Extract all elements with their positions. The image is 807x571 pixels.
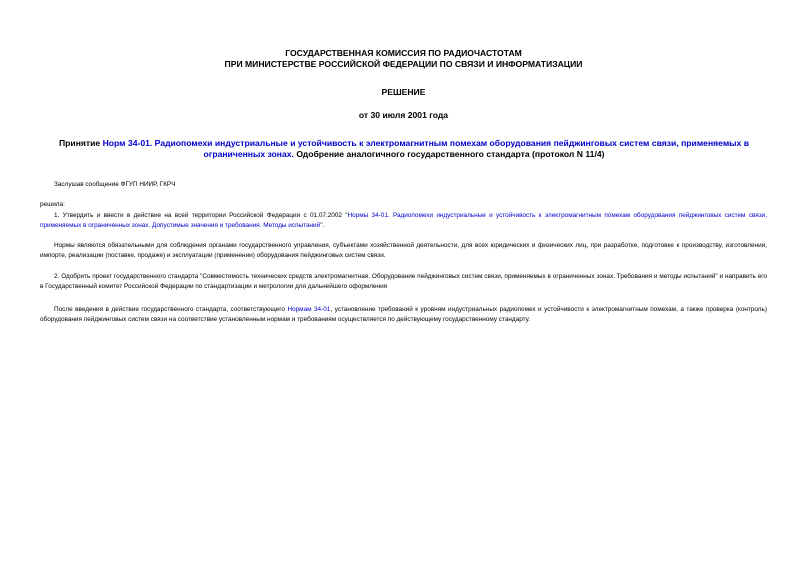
after-suffix: , установление требований к уровням индустриальных радиопомех и устойчивости к электромагнитным помехам, а также проверка (контроль) оборудования пейджинговых систем связи на соответствие установленным нормам и требованиям осуществляется по действующему государственному стандарту.: [40, 306, 767, 323]
decided-paragraph: решила:: [40, 201, 65, 208]
item-2-paragraph: 2. Одобрить проект государственного стандарта "Совместимость технических средств электромагнитная. Оборудование пейджинговых систем связи, применяемых в ограниченных зонах. Требования и методы испытаний" и направить его в Государственный комитет Российской Федерации по стандартизации и метрологии для дальнейшего оформления: [40, 273, 767, 290]
heard-paragraph: Заслушав сообщение ФГУП НИИР, ГКРЧ: [54, 181, 176, 188]
commission-name-line2: ПРИ МИНИСТЕРСТВЕ РОССИЙСКОЙ ФЕДЕРАЦИИ ПО СВЯЗИ И ИНФОРМАТИЗАЦИИ: [224, 59, 583, 69]
decision-subject: [44, 138, 764, 160]
norms-obligation-paragraph: Нормы являются обязательными для соблюдения органами государственного управления, субъектами хозяйственной деятельности, для всех юридических и физических лиц, при разработке, подготовке к производству, изготовлении, импорте, реализации (поставке, продаже) и эксплуатации (применении) оборудования пейджинговых систем связи.: [40, 242, 767, 259]
subject-suffix: Одобрение аналогичного государственного стандарта (протокол N 11/4): [293, 149, 605, 159]
commission-name-line1: ГОСУДАРСТВЕННАЯ КОМИССИЯ ПО РАДИОЧАСТОТАМ: [285, 48, 522, 58]
item-1-paragraph: [40, 211, 767, 231]
after-standard-paragraph: [40, 305, 767, 325]
norms-34-01-link[interactable]: Норм 34-01. Радиопомехи индустриальные и устойчивость к электромагнитным помехам оборудования пейджинговых систем связи, применяемых в ограниченных зонах.: [102, 138, 749, 159]
subject-prefix: Принятие: [59, 138, 103, 148]
norms-34-01-full-link[interactable]: Нормы 34-01. Радиопомехи индустриальные и устойчивость к электромагнитным помехам оборудования пейджинговых систем связи, применяемых в ограниченных зонах. Допустимые значения и требования. Методы испытаний: [40, 212, 767, 229]
document-type-title: РЕШЕНИЕ: [381, 87, 426, 97]
after-prefix: После введения в действие государственного стандарта, соответствующего: [54, 306, 288, 313]
document-date: от 30 июля 2001 года: [358, 110, 449, 120]
item-1-prefix: 1. Утвердить и ввести в действие на всей территории Российской Федерации с 01.07.2002 ": [54, 212, 348, 219]
item-1-suffix: ".: [320, 222, 325, 229]
norms-34-01-short-link[interactable]: Нормам 34-01: [287, 306, 331, 313]
